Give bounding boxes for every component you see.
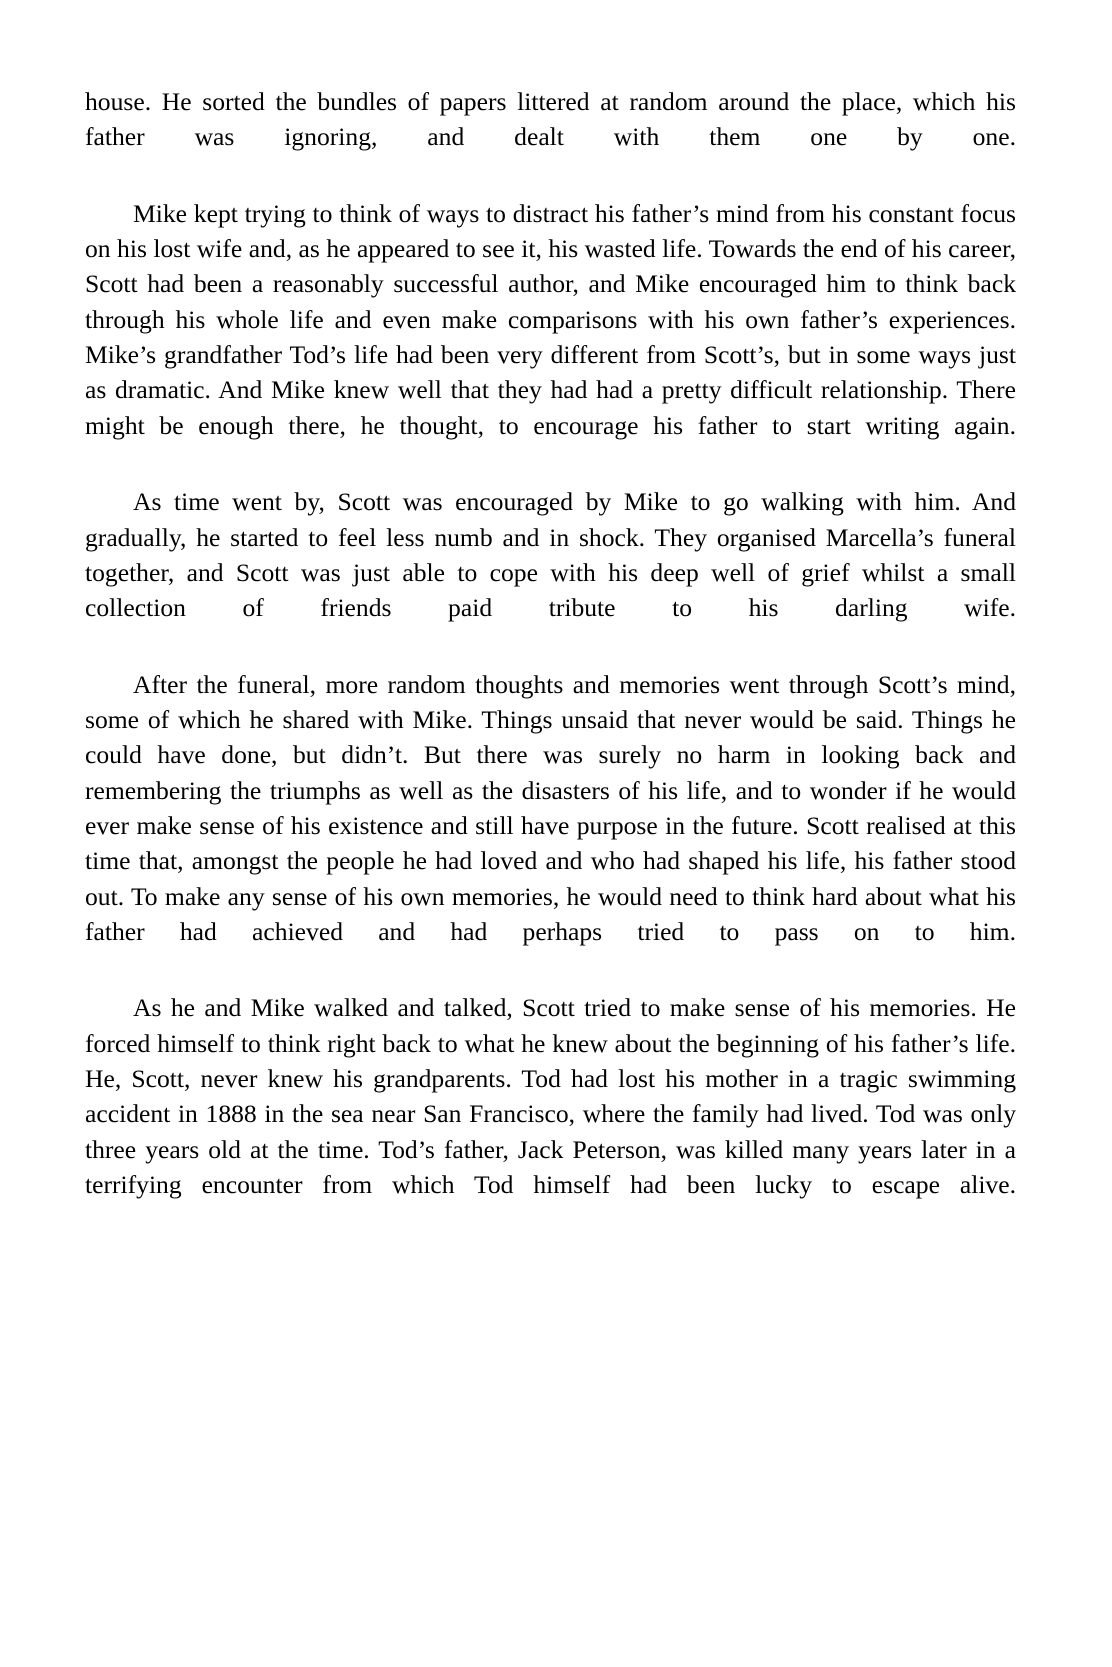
body-text-column — [85, 84, 1016, 1238]
paragraph-1: house. He sorted the bundles of papers littered at random around the place, which his father was ignoring, and dealt with them one by one. — [85, 87, 1016, 152]
paragraph-4: After the funeral, more random thoughts and memories went through Scott’s mind, some of which he shared with Mike. Things unsaid that never would be said. Things he could have done, but didn’t. But there was surely no harm in looking back and remembering the triumphs as well as the disasters of his life, and to wonder if he would ever make sense of his existence and still have purpose in the future. Scott realised at this time that, amongst the people he had loved and who had shaped his life, his father stood out. To make any sense of his own memories, he would need to think hard about what his father had achieved and had perhaps tried to pass on to him. — [85, 669, 1016, 946]
paragraph-5: As he and Mike walked and talked, Scott tried to make sense of his memories. He forced himself to think right back to what he knew about the beginning of his father’s life. He, Scott, never knew his grandparents. Tod had lost his mother in a tragic swimming accident in 1888 in the sea near San Francisco, where the family had lived. Tod was only three years old at the time. Tod’s father, Jack Peterson, was killed many years later in a terrifying encounter from which Tod himself had been lucky to escape alive. — [85, 993, 1016, 1199]
paragraph-3: As time went by, Scott was encouraged by Mike to go walking with him. And gradually, he started to feel less numb and in shock. They organised Marcella’s funeral together, and Scott was just able to cope with his deep well of grief whilst a small collection of friends paid tribute to his darling wife. — [85, 487, 1016, 623]
paragraph-2: Mike kept trying to think of ways to distract his father’s mind from his constant focus on his lost wife and, as he appeared to see it, his wasted life. Towards the end of his career, Scott had been a reasonably successful author, and Mike encouraged him to think back through his whole life and even make comparisons with his own father’s experiences. Mike’s grandfather Tod’s life had been very different from Scott’s, but in some ways just as dramatic. And Mike knew well that they had had a pretty difficult relationship. There might be enough there, he thought, to encourage his father to start writing again. — [85, 198, 1016, 440]
